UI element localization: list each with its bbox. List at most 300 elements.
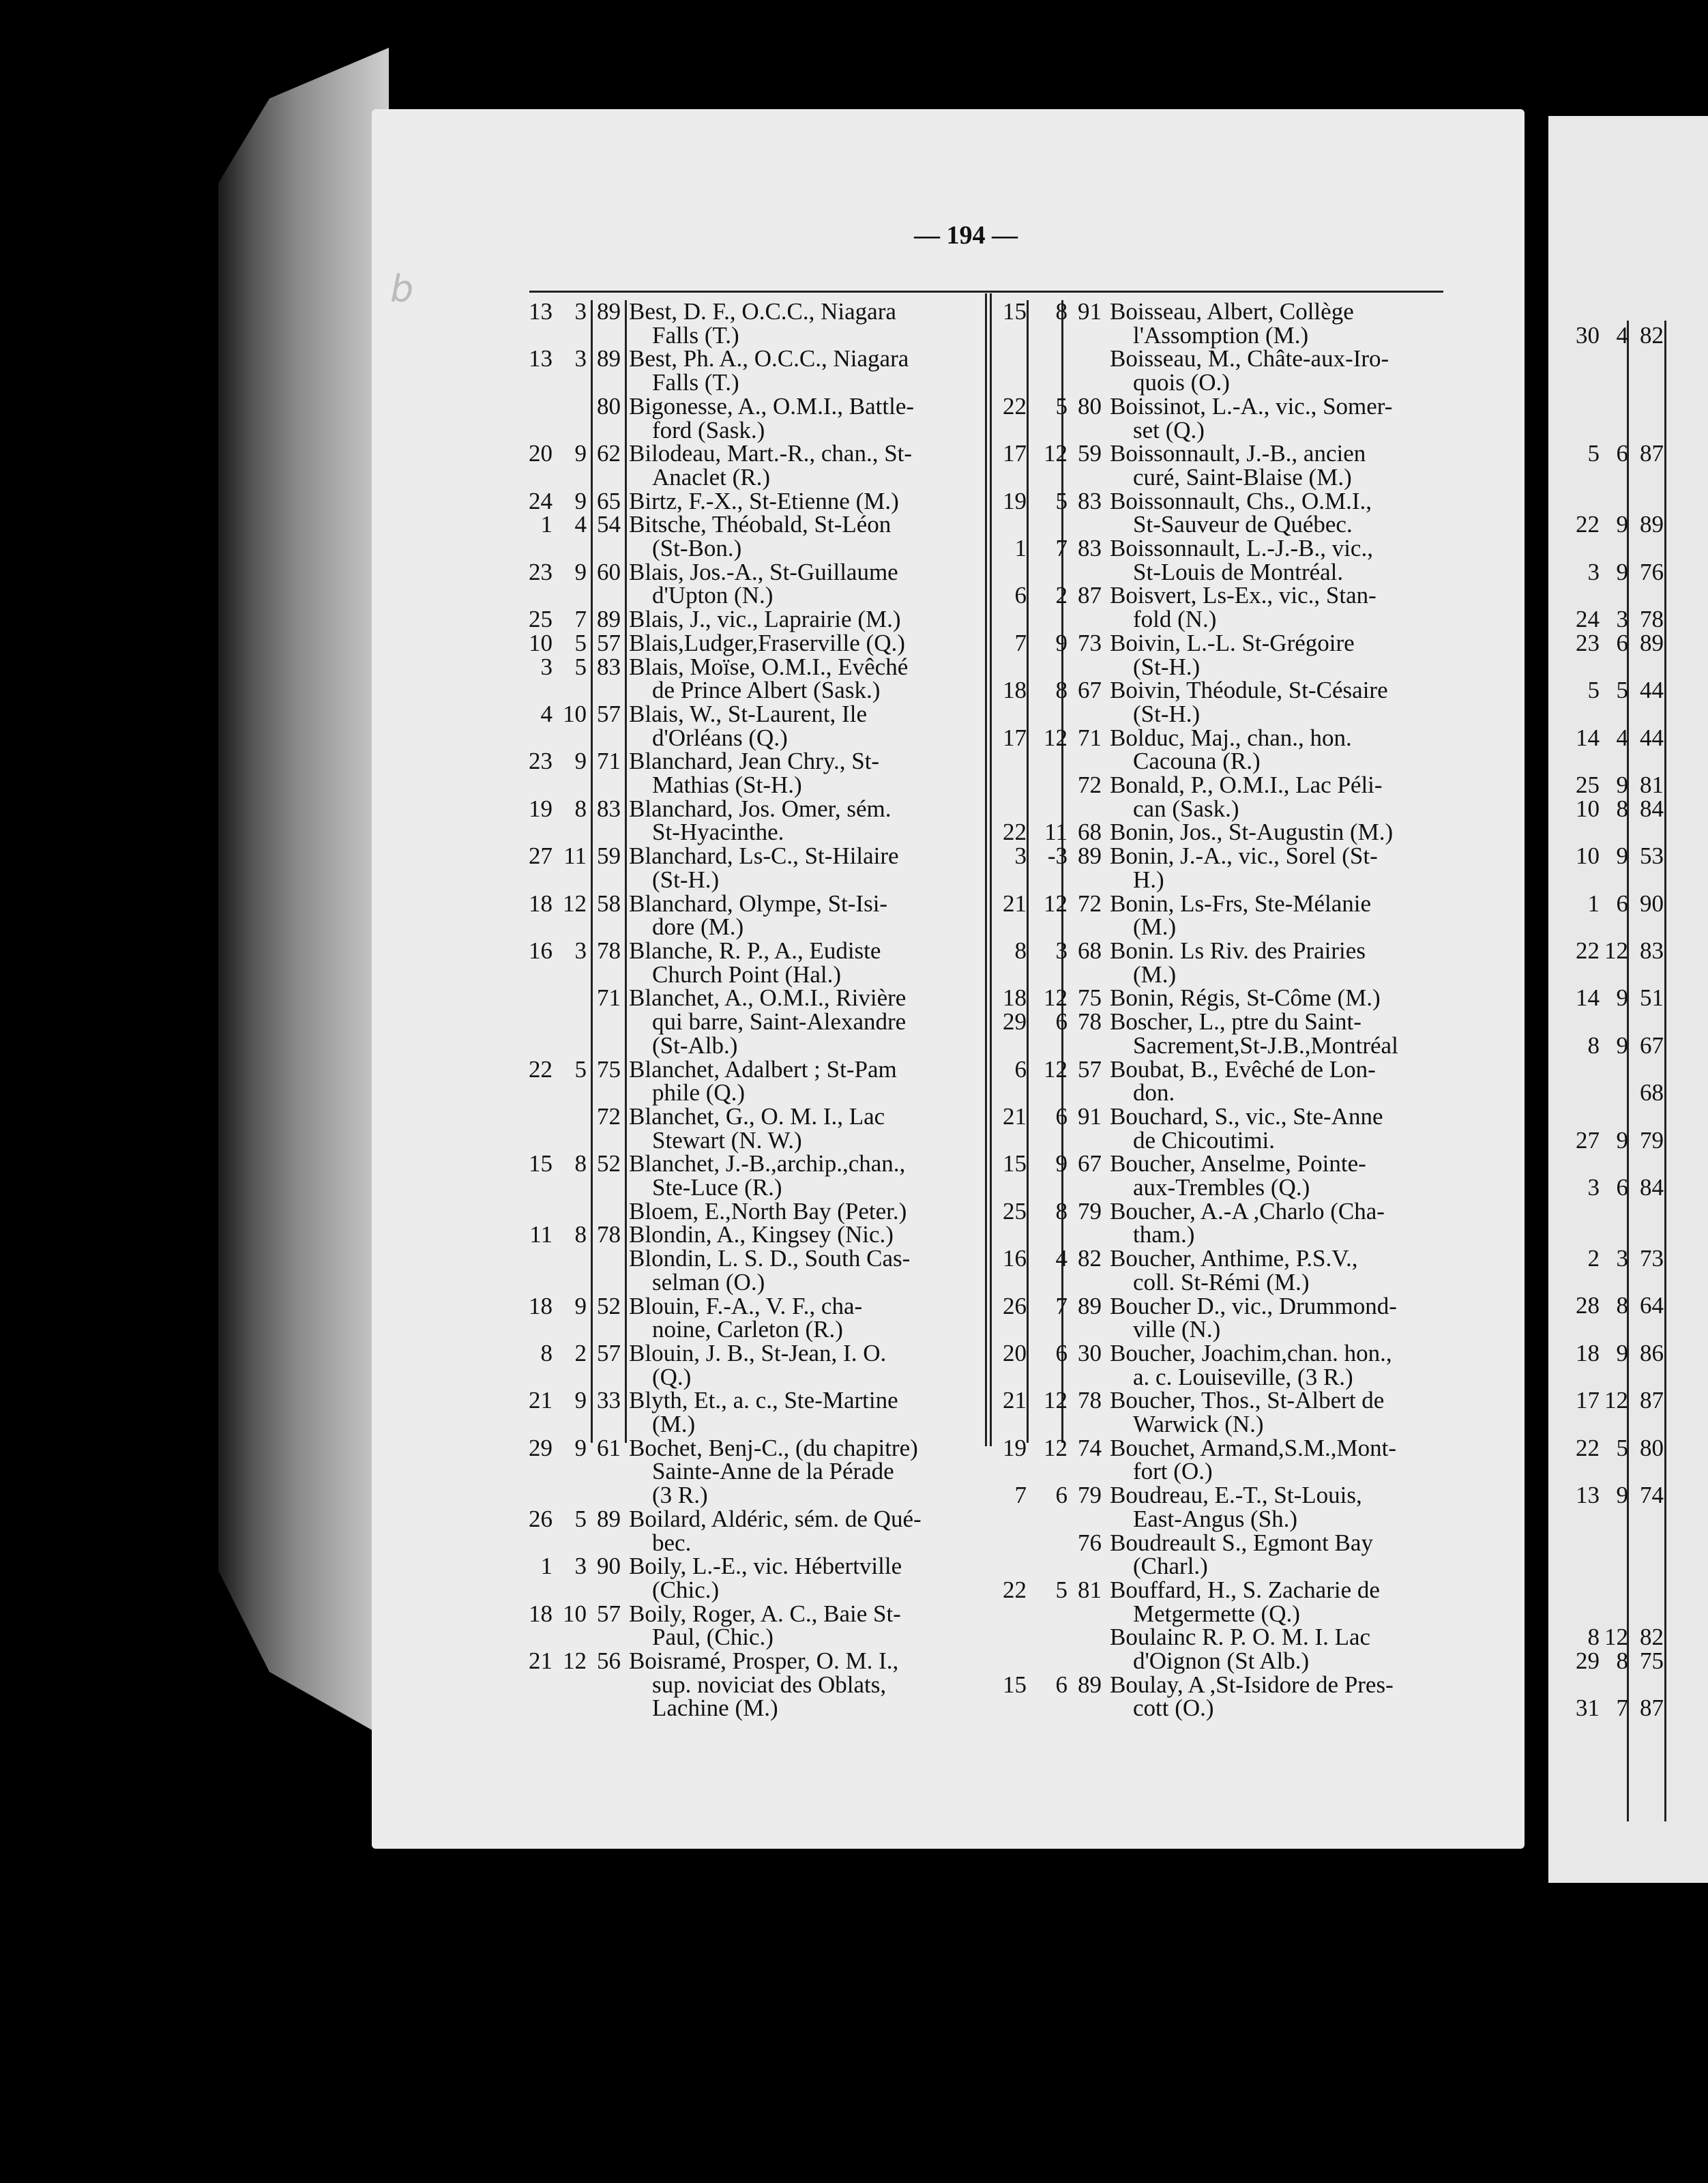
directory-entry bbox=[518, 1602, 989, 1650]
edge-number: 6 bbox=[1616, 1173, 1628, 1201]
edge-number: 29 bbox=[1576, 1647, 1600, 1674]
edge-number: 17 bbox=[1576, 1387, 1600, 1414]
directory-entry bbox=[999, 300, 1463, 347]
year-number: 80 bbox=[1078, 392, 1102, 420]
entry-name: Boucher, Anthime, P.S.V., bbox=[1110, 1245, 1358, 1272]
entry-continuation: Sainte-Anne de la Pérade bbox=[652, 1458, 894, 1485]
directory-entry bbox=[999, 1389, 1463, 1436]
directory-entry bbox=[518, 629, 989, 656]
edge-number: 5 bbox=[1587, 677, 1600, 704]
year-number: 68 bbox=[1078, 819, 1102, 846]
month-number: 8 bbox=[1055, 298, 1068, 325]
edge-number: 5 bbox=[1616, 677, 1628, 704]
year-number: 72 bbox=[1078, 772, 1102, 799]
day-number: 3 bbox=[1014, 843, 1027, 870]
entry-continuation: (Q.) bbox=[652, 1363, 692, 1390]
entry-name: Bloem, E.,North Bay (Peter.) bbox=[629, 1197, 907, 1225]
day-number: 15 bbox=[1003, 1671, 1027, 1698]
edge-number: 6 bbox=[1616, 629, 1628, 656]
month-number: 9 bbox=[574, 440, 587, 467]
edge-number: 22 bbox=[1576, 511, 1600, 538]
month-number: 5 bbox=[574, 653, 587, 680]
year-number: 89 bbox=[597, 1505, 621, 1532]
year-number: 91 bbox=[1078, 298, 1102, 325]
month-number: 6 bbox=[1055, 1339, 1068, 1366]
entry-name: Boissonnault, Chs., O.M.I., bbox=[1110, 487, 1372, 514]
entry-continuation: coll. St-Rémi (M.) bbox=[1133, 1268, 1310, 1295]
directory-entry bbox=[518, 1102, 989, 1154]
month-number: 6 bbox=[1055, 1482, 1068, 1509]
day-number: 15 bbox=[529, 1150, 553, 1177]
year-number: 68 bbox=[1078, 937, 1102, 964]
edge-number: 28 bbox=[1576, 1292, 1600, 1319]
header-rule bbox=[529, 291, 1443, 293]
edge-number: 8 bbox=[1587, 1031, 1600, 1059]
edge-number: 9 bbox=[1616, 1126, 1628, 1154]
year-number: 52 bbox=[597, 1150, 621, 1177]
edge-number: 8 bbox=[1616, 1292, 1628, 1319]
entry-continuation: (St-H.) bbox=[1133, 653, 1201, 680]
edge-number: 87 bbox=[1640, 1387, 1664, 1414]
entry-continuation: fold (N.) bbox=[1133, 606, 1217, 633]
edge-number: 3 bbox=[1616, 606, 1628, 633]
month-number: 5 bbox=[1055, 487, 1068, 514]
directory-entry bbox=[518, 797, 989, 845]
month-number: 5 bbox=[1055, 1576, 1068, 1603]
entry-continuation: quois (O.) bbox=[1133, 369, 1230, 396]
directory-entry bbox=[518, 1055, 989, 1107]
edge-number: 9 bbox=[1616, 1482, 1628, 1508]
entry-continuation: sup. noviciat des Oblats, bbox=[652, 1671, 887, 1698]
month-number: 12 bbox=[1044, 1434, 1068, 1461]
year-number: 78 bbox=[1078, 1008, 1102, 1036]
year-number: 59 bbox=[1078, 440, 1102, 467]
entry-name: Blanchet, A., O.M.I., Rivière bbox=[629, 984, 907, 1012]
directory-entry bbox=[518, 1247, 989, 1294]
entry-name: Blais, Moïse, O.M.I., Evêché bbox=[629, 653, 909, 680]
day-number: 20 bbox=[1003, 1339, 1027, 1366]
edge-number: 44 bbox=[1640, 724, 1664, 751]
day-number: 8 bbox=[540, 1339, 553, 1366]
entry-name: Blanchard, Olympe, St-Isi- bbox=[629, 890, 888, 917]
year-number: 56 bbox=[597, 1647, 621, 1675]
day-number: 1 bbox=[540, 1553, 553, 1580]
month-number: 11 bbox=[563, 843, 587, 870]
directory-entry bbox=[999, 821, 1463, 845]
directory-entry bbox=[518, 892, 989, 939]
edge-number: 12 bbox=[1604, 1624, 1628, 1651]
year-number: 62 bbox=[597, 440, 621, 467]
day-number: 29 bbox=[529, 1434, 553, 1461]
edge-number: 5 bbox=[1616, 1434, 1628, 1461]
day-number: 16 bbox=[1003, 1245, 1027, 1272]
day-number: 19 bbox=[1003, 487, 1027, 514]
entry-continuation: Metgermette (Q.) bbox=[1133, 1600, 1300, 1627]
month-number: 5 bbox=[574, 1505, 587, 1532]
entry-continuation: Church Point (Hal.) bbox=[652, 961, 842, 988]
entry-name: Boucher, Thos., St-Albert de bbox=[1110, 1387, 1385, 1414]
month-number: 10 bbox=[563, 1600, 587, 1627]
entry-continuation: (St-Bon.) bbox=[652, 535, 742, 562]
edge-number: 1 bbox=[1587, 890, 1600, 917]
entry-name: Bochet, Benj-C., (du chapitre) bbox=[629, 1434, 918, 1461]
entry-name: Bouffard, H., S. Zacharie de bbox=[1110, 1576, 1380, 1603]
day-number: 18 bbox=[1003, 984, 1027, 1012]
day-number: 27 bbox=[529, 843, 553, 870]
edge-number: 8 bbox=[1616, 1647, 1628, 1674]
edge-number: 31 bbox=[1576, 1695, 1600, 1722]
edge-number: 79 bbox=[1640, 1126, 1664, 1154]
edge-number: 87 bbox=[1640, 440, 1664, 467]
entry-name: Boulainc R. P. O. M. I. Lac bbox=[1110, 1624, 1371, 1651]
edge-number: 12 bbox=[1604, 937, 1628, 964]
day-number: 8 bbox=[1014, 937, 1027, 964]
directory-entry bbox=[999, 1339, 1463, 1390]
entry-continuation: H.) bbox=[1133, 866, 1164, 893]
year-number: 89 bbox=[597, 298, 621, 325]
day-number: 19 bbox=[529, 795, 553, 822]
month-number: 6 bbox=[1055, 1102, 1068, 1130]
entry-name: Boucher, Anselme, Pointe- bbox=[1110, 1150, 1366, 1177]
edge-number: 9 bbox=[1616, 1339, 1628, 1366]
day-number: 19 bbox=[1003, 1434, 1027, 1461]
year-number: 81 bbox=[1078, 1576, 1102, 1603]
year-number: 89 bbox=[1078, 1292, 1102, 1319]
year-number: 72 bbox=[597, 1102, 621, 1130]
entry-continuation: Falls (T.) bbox=[652, 369, 739, 396]
month-number: 9 bbox=[574, 1292, 587, 1319]
rule-next-b bbox=[1664, 321, 1666, 1821]
entry-continuation: (M.) bbox=[652, 1411, 696, 1438]
directory-entry bbox=[518, 1339, 989, 1390]
year-number: 78 bbox=[597, 1221, 621, 1248]
margin-mark: b bbox=[390, 267, 414, 310]
day-number: 24 bbox=[529, 487, 553, 514]
edge-number: 30 bbox=[1576, 321, 1600, 349]
year-number: 65 bbox=[597, 487, 621, 514]
month-number: 3 bbox=[574, 298, 587, 325]
directory-entry bbox=[518, 558, 989, 609]
edge-number: 3 bbox=[1616, 1245, 1628, 1272]
month-number: 2 bbox=[574, 1339, 587, 1366]
directory-entry bbox=[999, 1292, 1463, 1343]
entry-continuation: Anaclet (R.) bbox=[652, 463, 770, 490]
edge-number: 68 bbox=[1640, 1079, 1664, 1107]
entry-continuation: d'Upton (N.) bbox=[652, 582, 774, 609]
month-number: 9 bbox=[574, 487, 587, 514]
entry-name: Boisramé, Prosper, O. M. I., bbox=[629, 1647, 899, 1675]
year-number: 83 bbox=[1078, 535, 1102, 562]
year-number: 76 bbox=[1078, 1529, 1102, 1556]
edge-number: 86 bbox=[1640, 1339, 1664, 1366]
year-number: 57 bbox=[597, 1600, 621, 1627]
entry-continuation: l'Assomption (M.) bbox=[1133, 321, 1309, 349]
edge-number: 18 bbox=[1576, 1339, 1600, 1366]
year-number: 54 bbox=[597, 511, 621, 538]
edge-number: 8 bbox=[1587, 1624, 1600, 1651]
year-number: 71 bbox=[597, 748, 621, 775]
edge-number: 9 bbox=[1616, 558, 1628, 585]
directory-entry bbox=[518, 1223, 989, 1247]
entry-name: Boscher, L., ptre du Saint- bbox=[1110, 1008, 1361, 1036]
entry-name: Best, D. F., O.C.C., Niagara bbox=[629, 298, 896, 325]
edge-number: 75 bbox=[1640, 1647, 1664, 1674]
month-number: 12 bbox=[1044, 1387, 1068, 1414]
edge-number: 12 bbox=[1604, 1387, 1628, 1414]
entry-name: Bonald, P., O.M.I., Lac Péli- bbox=[1110, 772, 1383, 799]
day-number: 10 bbox=[529, 629, 553, 656]
edge-number: 4 bbox=[1616, 321, 1628, 349]
entry-name: Bonin, Jos., St-Augustin (M.) bbox=[1110, 819, 1394, 846]
entry-name: Boivin, L.-L. St-Grégoire bbox=[1110, 629, 1355, 656]
page-number: — 194 — bbox=[914, 221, 1018, 250]
edge-number: 67 bbox=[1640, 1031, 1664, 1059]
month-number: 7 bbox=[1055, 1292, 1068, 1319]
entry-continuation: Falls (T.) bbox=[652, 321, 739, 349]
month-number: 3 bbox=[574, 1553, 587, 1580]
month-number: 12 bbox=[1044, 1055, 1068, 1083]
entry-name: Boisseau, Albert, Collège bbox=[1110, 298, 1354, 325]
year-number: 57 bbox=[597, 629, 621, 656]
entry-continuation: East-Angus (Sh.) bbox=[1133, 1505, 1298, 1532]
entry-continuation: St-Sauveur de Québec. bbox=[1133, 511, 1353, 538]
entry-name: Blouin, F.-A., V. F., cha- bbox=[629, 1292, 863, 1319]
year-number: 52 bbox=[597, 1292, 621, 1319]
year-number: 57 bbox=[1078, 1055, 1102, 1083]
edge-number: 24 bbox=[1576, 606, 1600, 633]
directory-entry bbox=[999, 845, 1463, 892]
month-number: 10 bbox=[563, 700, 587, 727]
month-number: 5 bbox=[574, 629, 587, 656]
year-number: 89 bbox=[1078, 1671, 1102, 1698]
year-number: 90 bbox=[597, 1553, 621, 1580]
year-number: 72 bbox=[1078, 890, 1102, 917]
edge-number: 6 bbox=[1616, 890, 1628, 917]
entry-name: Boily, L.-E., vic. Hébertville bbox=[629, 1553, 902, 1580]
month-number: 12 bbox=[1044, 984, 1068, 1012]
entry-continuation: (M.) bbox=[1133, 961, 1177, 988]
day-number: 21 bbox=[529, 1647, 553, 1675]
year-number: 89 bbox=[597, 606, 621, 633]
month-number: 12 bbox=[563, 1647, 587, 1675]
entry-name: Blanchard, Ls-C., St-Hilaire bbox=[629, 843, 899, 870]
entry-name: Bilodeau, Mart.-R., chan., St- bbox=[629, 440, 913, 467]
edge-number: 22 bbox=[1576, 937, 1600, 964]
directory-entry bbox=[518, 1555, 989, 1602]
directory-entry bbox=[999, 1576, 1463, 1627]
entry-name: Blondin, L. S. D., South Cas- bbox=[629, 1245, 911, 1272]
day-number: 3 bbox=[540, 653, 553, 680]
edge-number: 25 bbox=[1576, 772, 1600, 798]
year-number: 83 bbox=[1078, 487, 1102, 514]
directory-entry bbox=[518, 392, 989, 443]
day-number: 18 bbox=[1003, 677, 1027, 704]
entry-name: Bolduc, Maj., chan., hon. bbox=[1110, 724, 1352, 751]
directory-entry bbox=[518, 1197, 989, 1225]
entry-continuation: bec. bbox=[652, 1529, 692, 1556]
directory-entry bbox=[518, 1389, 989, 1436]
entry-name: Boudreault S., Egmont Bay bbox=[1110, 1529, 1373, 1556]
entry-name: Blanchet, G., O. M. I., Lac bbox=[629, 1102, 885, 1130]
entry-name: Blyth, Et., a. c., Ste-Martine bbox=[629, 1387, 898, 1414]
entry-name: Boissonnault, J.-B., ancien bbox=[1110, 440, 1366, 467]
day-number: 18 bbox=[529, 1292, 553, 1319]
edge-number: 13 bbox=[1576, 1482, 1600, 1508]
day-number: 25 bbox=[1003, 1197, 1027, 1225]
month-number: 12 bbox=[1044, 440, 1068, 467]
day-number: 22 bbox=[529, 1055, 553, 1083]
day-number: 11 bbox=[529, 1221, 553, 1248]
entry-name: Blondin, A., Kingsey (Nic.) bbox=[629, 1221, 894, 1248]
year-number: 58 bbox=[597, 890, 621, 917]
entry-name: Boilard, Aldéric, sém. de Qué- bbox=[629, 1505, 922, 1532]
entry-continuation: (3 R.) bbox=[652, 1482, 708, 1509]
month-number: 12 bbox=[1044, 890, 1068, 917]
edge-number: 14 bbox=[1576, 724, 1600, 751]
edge-number: 90 bbox=[1640, 890, 1664, 917]
day-number: 16 bbox=[529, 937, 553, 964]
day-number: 20 bbox=[529, 440, 553, 467]
directory-entry bbox=[999, 487, 1463, 538]
entry-continuation: de Chicoutimi. bbox=[1133, 1126, 1276, 1154]
month-number: 5 bbox=[574, 1055, 587, 1083]
day-number: 22 bbox=[1003, 392, 1027, 420]
edge-number: 53 bbox=[1640, 843, 1664, 870]
month-number: 8 bbox=[1055, 1197, 1068, 1225]
entry-name: Bonin, Ls-Frs, Ste-Mélanie bbox=[1110, 890, 1372, 917]
year-number: 89 bbox=[1078, 843, 1102, 870]
day-number: 4 bbox=[540, 700, 553, 727]
directory-entry bbox=[999, 986, 1463, 1010]
year-number: 89 bbox=[597, 345, 621, 372]
edge-number: 9 bbox=[1616, 843, 1628, 870]
entry-continuation: don. bbox=[1133, 1079, 1175, 1107]
month-number: 6 bbox=[1055, 1008, 1068, 1036]
entry-continuation: cott (O.) bbox=[1133, 1695, 1214, 1722]
directory-entry bbox=[518, 1434, 989, 1509]
day-number: 22 bbox=[1003, 1576, 1027, 1603]
edge-number: 83 bbox=[1640, 937, 1664, 964]
month-number: 7 bbox=[574, 606, 587, 633]
directory-entry bbox=[518, 939, 989, 986]
month-number: 9 bbox=[1055, 1150, 1068, 1177]
entry-continuation: phile (Q.) bbox=[652, 1079, 746, 1107]
edge-number: 9 bbox=[1616, 1031, 1628, 1059]
directory-entry bbox=[518, 347, 989, 394]
edge-number: 84 bbox=[1640, 1173, 1664, 1201]
directory-entry bbox=[999, 724, 1463, 775]
edge-number: 80 bbox=[1640, 1434, 1664, 1461]
edge-number: 44 bbox=[1640, 677, 1664, 704]
day-number: 21 bbox=[1003, 1387, 1027, 1414]
year-number: 80 bbox=[597, 392, 621, 420]
year-number: 83 bbox=[597, 795, 621, 822]
entry-name: Boubat, B., Evêché de Lon- bbox=[1110, 1055, 1376, 1083]
directory-entry bbox=[999, 1152, 1463, 1199]
edge-number: 27 bbox=[1576, 1126, 1600, 1154]
entry-continuation: tham.) bbox=[1133, 1221, 1195, 1248]
day-number: 15 bbox=[1003, 298, 1027, 325]
directory-entry bbox=[999, 1247, 1463, 1294]
edge-number: 73 bbox=[1640, 1245, 1664, 1272]
directory-entry bbox=[999, 392, 1463, 443]
directory-entry bbox=[518, 513, 989, 560]
directory-entry bbox=[518, 986, 989, 1057]
edge-number: 10 bbox=[1576, 843, 1600, 870]
entry-name: Birtz, F.-X., St-Etienne (M.) bbox=[629, 487, 899, 514]
year-number: 61 bbox=[597, 1434, 621, 1461]
entry-name: Blais, W., St-Laurent, Ile bbox=[629, 700, 867, 727]
entry-name: Blais, J., vic., Laprairie (M.) bbox=[629, 606, 901, 633]
day-number: 22 bbox=[1003, 819, 1027, 846]
day-number: 23 bbox=[529, 748, 553, 775]
day-number: 21 bbox=[1003, 890, 1027, 917]
edge-number: 84 bbox=[1640, 795, 1664, 822]
day-number: 29 bbox=[1003, 1008, 1027, 1036]
directory-entry bbox=[518, 1505, 989, 1556]
entry-continuation: (St-H.) bbox=[652, 866, 720, 893]
entry-name: Bonin. Ls Riv. des Prairies bbox=[1110, 937, 1366, 964]
entry-name: Blouin, J. B., St-Jean, I. O. bbox=[629, 1339, 887, 1366]
entry-name: Boulay, A ,St-Isidore de Pres- bbox=[1110, 1671, 1394, 1698]
entry-name: Blanche, R. P., A., Eudiste bbox=[629, 937, 881, 964]
directory-entry bbox=[999, 1010, 1463, 1057]
month-number: 6 bbox=[1055, 1671, 1068, 1698]
edge-number: 9 bbox=[1616, 772, 1628, 798]
directory-entry bbox=[999, 939, 1463, 986]
year-number: 83 bbox=[597, 653, 621, 680]
edge-number: 8 bbox=[1616, 795, 1628, 822]
entry-continuation: aux-Trembles (Q.) bbox=[1133, 1174, 1310, 1201]
entry-continuation: St-Hyacinthe. bbox=[652, 819, 784, 846]
directory-entry bbox=[999, 1529, 1463, 1580]
year-number: 30 bbox=[1078, 1339, 1102, 1366]
month-number: 12 bbox=[563, 890, 587, 917]
edge-number: 78 bbox=[1640, 606, 1664, 633]
entry-name: Blanchard, Jean Chry., St- bbox=[629, 748, 880, 775]
entry-name: Boisvert, Ls-Ex., vic., Stan- bbox=[1110, 582, 1376, 609]
directory-entry bbox=[518, 442, 989, 489]
edge-number: 89 bbox=[1640, 629, 1664, 656]
year-number: 74 bbox=[1078, 1434, 1102, 1461]
entry-name: Boissinot, L.-A., vic., Somer- bbox=[1110, 392, 1393, 420]
entry-name: Bouchet, Armand,S.M.,Mont- bbox=[1110, 1434, 1396, 1461]
entry-continuation: qui barre, Saint-Alexandre bbox=[652, 1008, 907, 1036]
entry-continuation: Stewart (N. W.) bbox=[652, 1126, 802, 1154]
directory-entry bbox=[518, 1152, 989, 1199]
day-number: 6 bbox=[1014, 582, 1027, 609]
entry-continuation: (Charl.) bbox=[1133, 1553, 1208, 1580]
directory-entry bbox=[518, 300, 989, 347]
year-number: 59 bbox=[597, 843, 621, 870]
year-number: 75 bbox=[1078, 984, 1102, 1012]
month-number: 2 bbox=[1055, 582, 1068, 609]
day-number: 7 bbox=[1014, 629, 1027, 656]
entry-name: Boivin, Théodule, St-Césaire bbox=[1110, 677, 1388, 704]
directory-entry bbox=[518, 1647, 989, 1722]
year-number: 67 bbox=[1078, 1150, 1102, 1177]
day-number: 15 bbox=[1003, 1150, 1027, 1177]
entry-name: Blanchard, Jos. Omer, sém. bbox=[629, 795, 892, 822]
month-number: 8 bbox=[574, 1150, 587, 1177]
day-number: 18 bbox=[529, 1600, 553, 1627]
rule-next-a bbox=[1627, 321, 1629, 1821]
entry-continuation: Sacrement,St-J.B.,Montréal bbox=[1133, 1031, 1398, 1059]
entry-continuation: set (Q.) bbox=[1133, 416, 1205, 443]
month-number: 9 bbox=[574, 558, 587, 585]
month-number: 9 bbox=[574, 1387, 587, 1414]
month-number: 4 bbox=[1055, 1245, 1068, 1272]
